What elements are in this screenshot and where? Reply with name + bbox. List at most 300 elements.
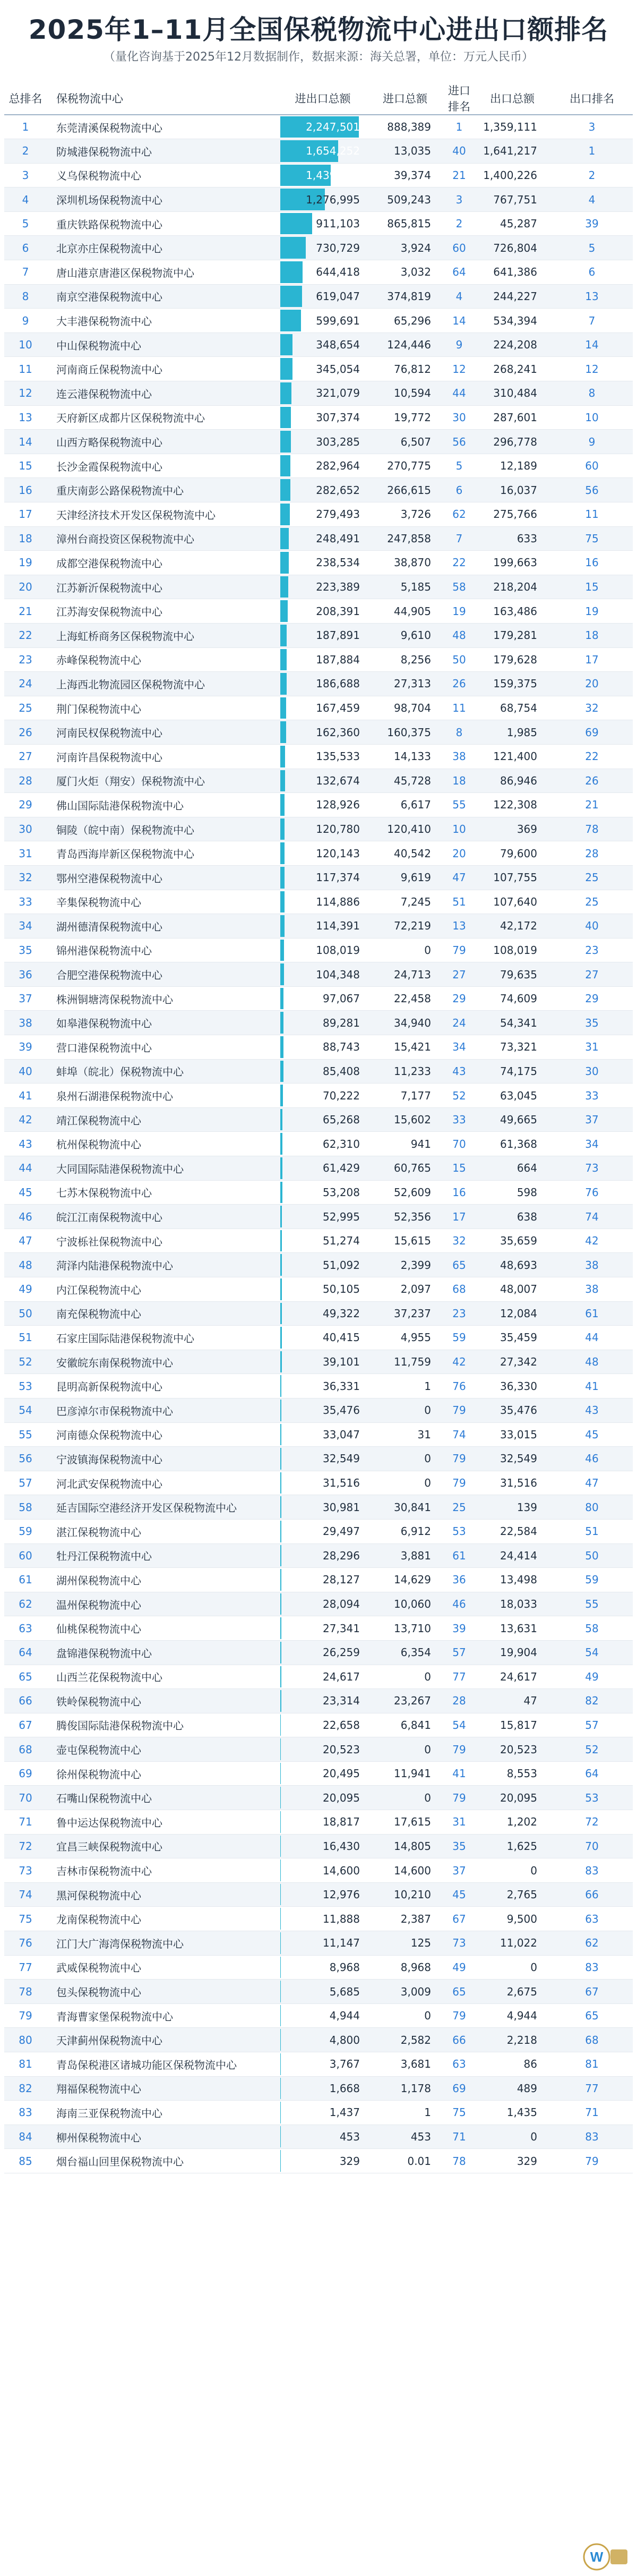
export-rank-cell: 43 xyxy=(551,1398,633,1422)
table-row xyxy=(4,1011,633,1035)
import-rank-cell: 57 xyxy=(445,1640,474,1665)
import-cell: 11,759 xyxy=(365,1350,445,1374)
export-rank-cell: 11 xyxy=(551,502,633,527)
table-row xyxy=(4,1640,633,1665)
import-rank-cell: 13 xyxy=(445,914,474,939)
total-cell xyxy=(280,551,365,575)
name-cell: 大同国际陆港保税物流中心 xyxy=(47,1156,280,1181)
import-cell: 14,133 xyxy=(365,744,445,769)
import-rank-cell: 18 xyxy=(445,769,474,793)
total-cell xyxy=(280,1011,365,1035)
import-cell: 865,815 xyxy=(365,211,445,236)
export-rank-cell: 14 xyxy=(551,332,633,357)
table-header xyxy=(4,82,633,115)
rank-cell: 13 xyxy=(4,405,47,430)
import-rank-cell: 15 xyxy=(445,1156,474,1181)
col-header-total: 进出口总额 xyxy=(280,82,365,115)
rank-cell: 16 xyxy=(4,478,47,502)
import-rank-cell: 51 xyxy=(445,890,474,914)
total-bar xyxy=(280,407,291,429)
table-row xyxy=(4,357,633,381)
import-cell: 247,858 xyxy=(365,526,445,551)
col-header-import-rank: 进口排名 xyxy=(445,82,474,115)
rank-cell: 29 xyxy=(4,793,47,817)
total-bar xyxy=(280,746,285,767)
export-rank-cell: 27 xyxy=(551,962,633,987)
rank-cell: 60 xyxy=(4,1543,47,1568)
total-bar xyxy=(280,1715,281,1736)
total-bar xyxy=(280,479,290,501)
import-rank-cell: 79 xyxy=(445,2003,474,2028)
import-cell: 2,097 xyxy=(365,1277,445,1302)
total-cell xyxy=(280,1689,365,1713)
total-value: 11,888 xyxy=(323,1912,360,1925)
import-cell: 19,772 xyxy=(365,405,445,430)
export-cell: 633 xyxy=(474,526,551,551)
export-rank-cell: 83 xyxy=(551,1955,633,1980)
name-cell: 湖州德清保税物流中心 xyxy=(47,914,280,939)
total-value: 120,780 xyxy=(316,823,360,836)
name-cell: 昆明高新保税物流中心 xyxy=(47,1374,280,1398)
total-value: 5,685 xyxy=(329,1985,360,1998)
table-row xyxy=(4,1568,633,1592)
export-cell: 598 xyxy=(474,1180,551,1205)
import-cell: 0 xyxy=(365,1786,445,1810)
total-cell xyxy=(280,478,365,502)
rank-cell: 59 xyxy=(4,1519,47,1543)
rank-cell: 34 xyxy=(4,914,47,939)
total-value: 20,495 xyxy=(323,1767,360,1780)
total-value: 4,800 xyxy=(329,2033,360,2046)
total-cell xyxy=(280,284,365,309)
total-cell xyxy=(280,647,365,672)
total-bar xyxy=(280,867,285,889)
total-bar xyxy=(280,382,291,404)
import-cell: 1,178 xyxy=(365,2076,445,2101)
name-cell: 青岛保税港区诸城功能区保税物流中心 xyxy=(47,2052,280,2077)
export-cell: 1,641,217 xyxy=(474,139,551,164)
import-cell: 17,615 xyxy=(365,1810,445,1835)
export-rank-cell: 62 xyxy=(551,1931,633,1956)
name-cell: 柳州保税物流中心 xyxy=(47,2125,280,2149)
name-cell: 泉州石湖港保税物流中心 xyxy=(47,1084,280,1108)
export-rank-cell: 21 xyxy=(551,793,633,817)
export-rank-cell: 81 xyxy=(551,2052,633,2077)
total-bar xyxy=(280,1787,281,1809)
total-cell xyxy=(280,2003,365,2028)
import-cell: 120,410 xyxy=(365,817,445,841)
export-cell: 108,019 xyxy=(474,938,551,962)
total-cell xyxy=(280,841,365,866)
name-cell: 河南商丘保税物流中心 xyxy=(47,357,280,381)
export-rank-cell: 31 xyxy=(551,1035,633,1060)
rank-cell: 30 xyxy=(4,817,47,841)
table-row xyxy=(4,1084,633,1108)
rank-cell: 51 xyxy=(4,1326,47,1350)
name-cell: 鲁中运达保税物流中心 xyxy=(47,1810,280,1835)
table-row xyxy=(4,1761,633,1786)
total-bar xyxy=(280,1738,281,1760)
export-cell: 13,498 xyxy=(474,1568,551,1592)
total-bar xyxy=(280,2029,281,2051)
import-rank-cell: 36 xyxy=(445,1568,474,1592)
table-row xyxy=(4,986,633,1011)
import-cell: 8,256 xyxy=(365,647,445,672)
export-rank-cell: 76 xyxy=(551,1180,633,1205)
export-rank-cell: 42 xyxy=(551,1229,633,1253)
total-bar xyxy=(280,1472,281,1494)
export-rank-cell: 74 xyxy=(551,1205,633,1229)
table-row xyxy=(4,526,633,551)
total-bar xyxy=(280,1932,281,1954)
export-rank-cell: 6 xyxy=(551,260,633,285)
export-cell: 121,400 xyxy=(474,744,551,769)
export-rank-cell: 59 xyxy=(551,1568,633,1592)
total-cell xyxy=(280,1084,365,1108)
table-row xyxy=(4,1931,633,1956)
export-cell: 163,486 xyxy=(474,599,551,624)
col-header-rank: 总排名 xyxy=(4,82,47,115)
import-cell: 34,940 xyxy=(365,1011,445,1035)
import-cell: 31 xyxy=(365,1422,445,1447)
export-rank-cell: 22 xyxy=(551,744,633,769)
import-rank-cell: 70 xyxy=(445,1132,474,1156)
export-cell: 1,985 xyxy=(474,720,551,745)
total-bar xyxy=(280,1157,282,1179)
export-rank-cell: 49 xyxy=(551,1665,633,1689)
total-cell xyxy=(280,1495,365,1520)
export-cell: 22,584 xyxy=(474,1519,551,1543)
export-rank-cell: 72 xyxy=(551,1810,633,1835)
total-cell xyxy=(280,405,365,430)
rank-cell: 32 xyxy=(4,865,47,890)
import-cell: 98,704 xyxy=(365,696,445,720)
import-rank-cell: 66 xyxy=(445,2028,474,2052)
export-cell: 179,628 xyxy=(474,647,551,672)
export-cell: 79,600 xyxy=(474,841,551,866)
export-cell: 54,341 xyxy=(474,1011,551,1035)
table-row xyxy=(4,1713,633,1737)
export-cell: 1,435 xyxy=(474,2101,551,2125)
table-row xyxy=(4,502,633,527)
total-bar xyxy=(280,915,285,937)
table-row xyxy=(4,211,633,236)
export-cell: 329 xyxy=(474,2149,551,2173)
total-bar xyxy=(280,1400,281,1421)
import-rank-cell: 10 xyxy=(445,817,474,841)
export-rank-cell: 41 xyxy=(551,1374,633,1398)
import-cell: 23,267 xyxy=(365,1689,445,1713)
export-rank-cell: 66 xyxy=(551,1882,633,1907)
rank-cell: 49 xyxy=(4,1277,47,1302)
total-value: 24,617 xyxy=(323,1670,360,1683)
export-cell: 8,553 xyxy=(474,1761,551,1786)
total-cell xyxy=(280,1543,365,1568)
total-value: 97,067 xyxy=(323,992,360,1005)
name-cell: 宜昌三峡保税物流中心 xyxy=(47,1834,280,1858)
import-rank-cell: 68 xyxy=(445,1277,474,1302)
import-cell: 7,245 xyxy=(365,890,445,914)
table-row xyxy=(4,2052,633,2077)
total-cell xyxy=(280,1616,365,1641)
rank-cell: 50 xyxy=(4,1301,47,1326)
name-cell: 义乌保税物流中心 xyxy=(47,163,280,187)
total-value: 39,101 xyxy=(323,1355,360,1369)
total-cell xyxy=(280,1350,365,1374)
table-row xyxy=(4,430,633,454)
total-bar xyxy=(280,552,289,574)
name-cell: 深圳机场保税物流中心 xyxy=(47,187,280,212)
export-rank-cell: 16 xyxy=(551,551,633,575)
export-rank-cell: 52 xyxy=(551,1737,633,1762)
total-value: 27,341 xyxy=(323,1622,360,1635)
import-rank-cell: 73 xyxy=(445,1931,474,1956)
table-row xyxy=(4,1035,633,1060)
import-rank-cell: 49 xyxy=(445,1955,474,1980)
total-cell xyxy=(280,1253,365,1277)
total-bar xyxy=(280,1908,281,1930)
import-cell: 38,870 xyxy=(365,551,445,575)
export-cell: 726,804 xyxy=(474,236,551,260)
import-cell: 10,210 xyxy=(365,1882,445,1907)
export-cell: 12,189 xyxy=(474,454,551,478)
table-row xyxy=(4,2149,633,2173)
name-cell: 防城港保税物流中心 xyxy=(47,139,280,164)
total-bar xyxy=(280,1375,281,1397)
export-rank-cell: 64 xyxy=(551,1761,633,1786)
name-cell: 东莞清溪保税物流中心 xyxy=(47,115,280,139)
table-row xyxy=(4,1059,633,1084)
table-row xyxy=(4,599,633,624)
export-cell: 310,484 xyxy=(474,381,551,406)
import-rank-cell: 19 xyxy=(445,599,474,624)
total-bar xyxy=(280,1448,281,1470)
total-value: 18,817 xyxy=(323,1815,360,1829)
rank-cell: 53 xyxy=(4,1374,47,1398)
rank-cell: 1 xyxy=(4,115,47,139)
export-rank-cell: 2 xyxy=(551,163,633,187)
export-rank-cell: 12 xyxy=(551,357,633,381)
total-cell xyxy=(280,115,365,139)
name-cell: 如皋港保税物流中心 xyxy=(47,1011,280,1035)
total-value: 85,408 xyxy=(323,1064,360,1078)
name-cell: 龙南保税物流中心 xyxy=(47,1907,280,1931)
rank-cell: 70 xyxy=(4,1786,47,1810)
table-row xyxy=(4,2101,633,2125)
export-cell: 4,944 xyxy=(474,2003,551,2028)
rank-cell: 4 xyxy=(4,187,47,212)
total-cell xyxy=(280,163,365,187)
table-row xyxy=(4,381,633,406)
total-cell xyxy=(280,1156,365,1181)
export-cell: 19,904 xyxy=(474,1640,551,1665)
import-rank-cell: 23 xyxy=(445,1301,474,1326)
total-bar xyxy=(280,721,286,743)
total-bar xyxy=(280,261,303,283)
import-cell: 37,237 xyxy=(365,1301,445,1326)
export-cell: 638 xyxy=(474,1205,551,1229)
name-cell: 赤峰保税物流中心 xyxy=(47,647,280,672)
table-row xyxy=(4,623,633,647)
name-cell: 成都空港保税物流中心 xyxy=(47,551,280,575)
rank-cell: 22 xyxy=(4,623,47,647)
import-cell: 4,955 xyxy=(365,1326,445,1350)
total-cell xyxy=(280,309,365,333)
rank-cell: 24 xyxy=(4,672,47,696)
total-value: 2,247,501 xyxy=(306,121,360,134)
total-cell xyxy=(280,1568,365,1592)
export-rank-cell: 29 xyxy=(551,986,633,1011)
total-cell xyxy=(280,1277,365,1302)
rank-cell: 14 xyxy=(4,430,47,454)
table-row xyxy=(4,647,633,672)
total-bar xyxy=(280,1109,282,1131)
total-cell xyxy=(280,986,365,1011)
total-bar xyxy=(280,1545,281,1567)
total-bar xyxy=(280,2005,281,2027)
export-rank-cell: 19 xyxy=(551,599,633,624)
total-cell xyxy=(280,1471,365,1495)
export-rank-cell: 82 xyxy=(551,1689,633,1713)
total-bar xyxy=(280,963,284,985)
total-value: 644,418 xyxy=(316,266,360,279)
table-row xyxy=(4,1277,633,1302)
total-cell xyxy=(280,1301,365,1326)
name-cell: 漳州台商投资区保税物流中心 xyxy=(47,526,280,551)
table-row xyxy=(4,1350,633,1374)
total-bar xyxy=(280,891,285,913)
export-cell: 63,045 xyxy=(474,1084,551,1108)
export-rank-cell: 39 xyxy=(551,211,633,236)
total-value: 36,331 xyxy=(323,1379,360,1393)
total-cell xyxy=(280,1907,365,1931)
total-cell xyxy=(280,1665,365,1689)
import-rank-cell: 79 xyxy=(445,1398,474,1422)
import-rank-cell: 63 xyxy=(445,2052,474,2077)
total-bar xyxy=(280,528,289,550)
table-row xyxy=(4,962,633,987)
total-value: 40,415 xyxy=(323,1331,360,1344)
import-cell: 9,619 xyxy=(365,865,445,890)
name-cell: 徐州保税物流中心 xyxy=(47,1761,280,1786)
total-bar xyxy=(280,1061,283,1082)
import-rank-cell: 6 xyxy=(445,478,474,502)
total-value: 52,995 xyxy=(323,1210,360,1223)
table-row xyxy=(4,575,633,599)
export-cell: 107,755 xyxy=(474,865,551,890)
total-value: 303,285 xyxy=(316,435,360,448)
rank-cell: 85 xyxy=(4,2149,47,2173)
total-value: 11,147 xyxy=(323,1937,360,1950)
import-cell: 0.01 xyxy=(365,2149,445,2173)
export-cell: 369 xyxy=(474,817,551,841)
total-value: 135,533 xyxy=(316,750,360,763)
export-cell: 18,033 xyxy=(474,1592,551,1616)
export-rank-cell: 45 xyxy=(551,1422,633,1447)
rank-cell: 15 xyxy=(4,454,47,478)
total-bar xyxy=(280,455,290,477)
col-header-export: 出口总额 xyxy=(474,82,551,115)
export-rank-cell: 71 xyxy=(551,2101,633,2125)
total-bar xyxy=(280,649,287,671)
total-value: 51,274 xyxy=(323,1234,360,1248)
total-cell xyxy=(280,2076,365,2101)
import-cell: 13,035 xyxy=(365,139,445,164)
total-bar xyxy=(280,1424,281,1446)
table-row xyxy=(4,1398,633,1422)
total-cell xyxy=(280,1592,365,1616)
import-rank-cell: 40 xyxy=(445,139,474,164)
total-bar xyxy=(280,988,283,1010)
rank-cell: 77 xyxy=(4,1955,47,1980)
total-value: 1,439,600 xyxy=(306,168,360,182)
total-bar xyxy=(280,1521,281,1542)
import-cell: 22,458 xyxy=(365,986,445,1011)
name-cell: 河南德众保税物流中心 xyxy=(47,1422,280,1447)
total-bar xyxy=(280,286,302,308)
total-cell xyxy=(280,1931,365,1956)
import-cell: 14,805 xyxy=(365,1834,445,1858)
table-row xyxy=(4,284,633,309)
rank-cell: 2 xyxy=(4,139,47,164)
name-cell: 江门大广海湾保税物流中心 xyxy=(47,1931,280,1956)
export-rank-cell: 67 xyxy=(551,1980,633,2004)
rank-cell: 82 xyxy=(4,2076,47,2101)
total-value: 104,348 xyxy=(316,968,360,981)
export-rank-cell: 61 xyxy=(551,1301,633,1326)
import-rank-cell: 75 xyxy=(445,2101,474,2125)
total-cell xyxy=(280,1761,365,1786)
export-cell: 275,766 xyxy=(474,502,551,527)
total-cell xyxy=(280,357,365,381)
export-rank-cell: 77 xyxy=(551,2076,633,2101)
import-rank-cell: 61 xyxy=(445,1543,474,1568)
name-cell: 株洲铜塘湾保税物流中心 xyxy=(47,986,280,1011)
total-cell xyxy=(280,1640,365,1665)
total-bar xyxy=(280,673,287,695)
rank-cell: 8 xyxy=(4,284,47,309)
total-cell xyxy=(280,1326,365,1350)
export-rank-cell: 5 xyxy=(551,236,633,260)
import-cell: 3,881 xyxy=(365,1543,445,1568)
export-rank-cell: 54 xyxy=(551,1640,633,1665)
export-cell: 68,754 xyxy=(474,696,551,720)
import-cell: 3,924 xyxy=(365,236,445,260)
export-cell: 74,609 xyxy=(474,986,551,1011)
rank-cell: 25 xyxy=(4,696,47,720)
export-rank-cell: 83 xyxy=(551,1858,633,1883)
export-rank-cell: 53 xyxy=(551,1786,633,1810)
import-rank-cell: 53 xyxy=(445,1519,474,1543)
name-cell: 石家庄国际陆港保税物流中心 xyxy=(47,1326,280,1350)
total-value: 114,391 xyxy=(316,919,360,933)
total-cell xyxy=(280,1955,365,1980)
table-row xyxy=(4,2028,633,2052)
total-bar xyxy=(280,504,290,525)
export-rank-cell: 46 xyxy=(551,1447,633,1471)
import-rank-cell: 74 xyxy=(445,1422,474,1447)
export-cell: 13,631 xyxy=(474,1616,551,1641)
total-cell xyxy=(280,1398,365,1422)
name-cell: 上海虹桥商务区保税物流中心 xyxy=(47,623,280,647)
import-rank-cell: 27 xyxy=(445,962,474,987)
table-row xyxy=(4,1301,633,1326)
name-cell: 菏泽内陆港保税物流中心 xyxy=(47,1253,280,1277)
total-value: 88,743 xyxy=(323,1040,360,1054)
name-cell: 宁波镇海保税物流中心 xyxy=(47,1447,280,1471)
export-cell: 73,321 xyxy=(474,1035,551,1060)
rank-cell: 37 xyxy=(4,986,47,1011)
